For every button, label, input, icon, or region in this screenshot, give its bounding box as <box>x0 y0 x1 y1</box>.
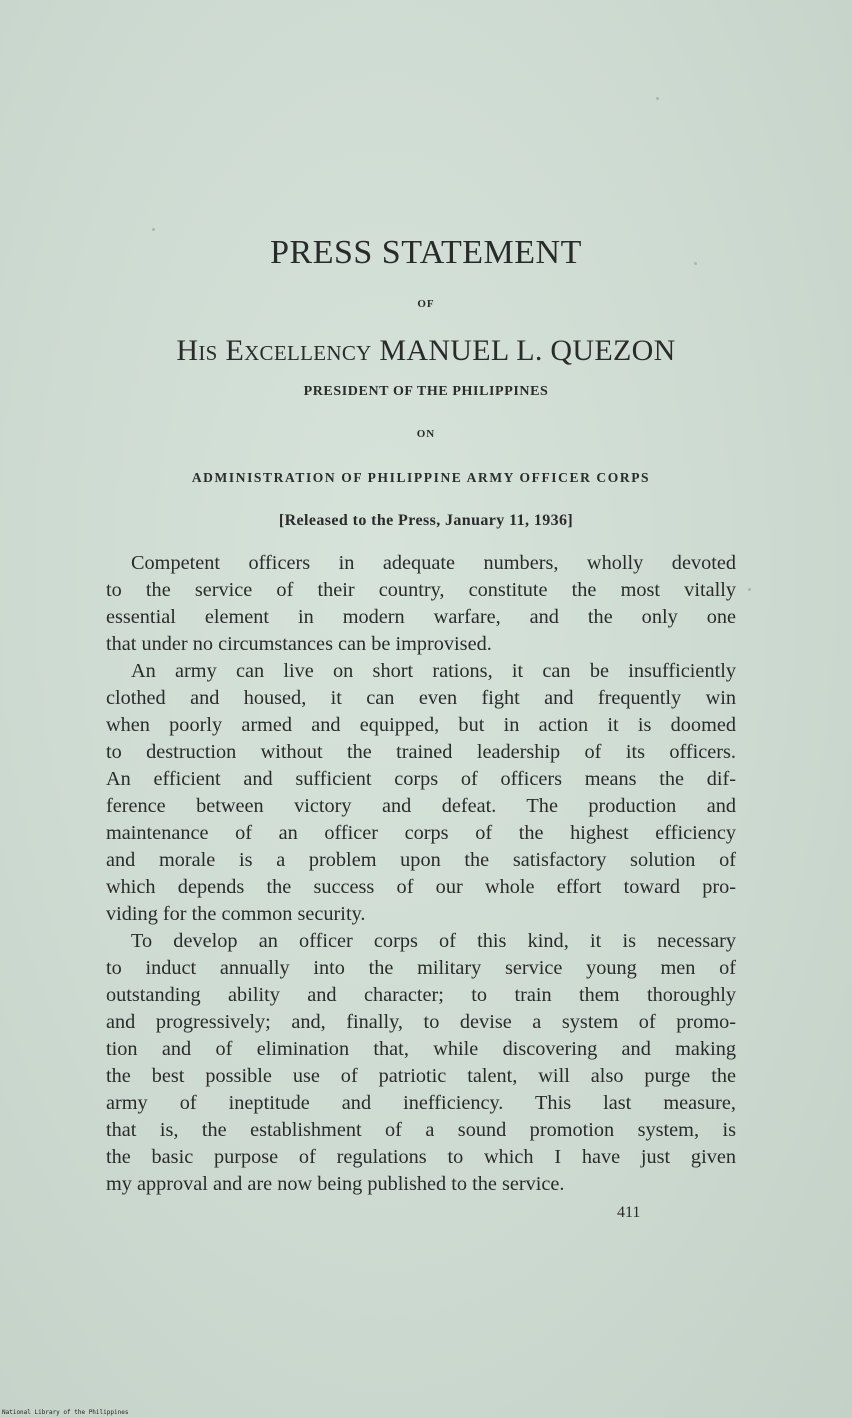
text-line: that under no circumstances can be improvised. <box>106 633 492 655</box>
text-line: An efficient and sufficient corps of officers means the dif- <box>106 768 736 790</box>
paper-speck <box>152 228 155 231</box>
speaker-position: PRESIDENT OF THE PHILIPPINES <box>303 384 549 399</box>
of-label: OF <box>417 298 435 310</box>
text-line: clothed and housed, it can even fight and frequently win <box>106 687 736 709</box>
text-line: An army can live on short rations, it can be insufficiently <box>131 660 736 682</box>
text-line: to the service of their country, constitute the most vitally <box>106 579 736 601</box>
text-line: that is, the establishment of a sound promotion system, is <box>106 1119 736 1141</box>
text-line: my approval and are now being published to the service. <box>106 1173 565 1195</box>
text-line: the best possible use of patriotic talent, will also purge the <box>106 1065 736 1087</box>
text-line: to induct annually into the military service young men of <box>106 957 736 979</box>
paragraph-1 <box>106 550 736 658</box>
document-title: PRESS STATEMENT <box>270 234 582 271</box>
text-line: and morale is a problem upon the satisfactory solution of <box>106 849 736 871</box>
speaker-name: His Excellency MANUEL L. QUEZON <box>176 334 676 367</box>
text-line: essential element in modern warfare, and the only one <box>106 606 736 628</box>
text-line: which depends the success of our whole effort toward pro- <box>106 876 736 898</box>
statement-body <box>106 550 736 1198</box>
text-line: maintenance of an officer corps of the highest efficiency <box>106 822 736 844</box>
on-label: ON <box>416 428 436 440</box>
text-line: when poorly armed and equipped, but in action it is doomed <box>106 714 736 736</box>
paragraph-2 <box>106 658 736 928</box>
text-line: the basic purpose of regulations to which I have just given <box>106 1146 736 1168</box>
text-line: to destruction without the trained leadership of its officers. <box>106 741 736 763</box>
text-line: viding for the common security. <box>106 903 366 925</box>
paper-speck <box>656 97 659 100</box>
paragraph-3 <box>106 928 736 1198</box>
library-credit: National Library of the Philippines <box>2 1409 129 1416</box>
text-line: ference between victory and defeat. The production and <box>106 795 736 817</box>
paper-speck <box>748 588 751 591</box>
text-line: tion and of elimination that, while discovering and making <box>106 1038 736 1060</box>
paper-speck <box>694 262 697 265</box>
page-number: 411 <box>617 1204 641 1221</box>
text-line: To develop an officer corps of this kind, it is necessary <box>131 930 736 952</box>
text-line: outstanding ability and character; to train them thoroughly <box>106 984 736 1006</box>
statement-subject: ADMINISTRATION OF PHILIPPINE ARMY OFFICER CORPS <box>191 470 651 485</box>
release-note: [Released to the Press, January 11, 1936] <box>278 512 574 529</box>
text-line: and progressively; and, finally, to devise a system of promo- <box>106 1011 736 1033</box>
text-line: Competent officers in adequate numbers, wholly devoted <box>131 552 736 574</box>
text-line: army of ineptitude and inefficiency. This last measure, <box>106 1092 736 1114</box>
